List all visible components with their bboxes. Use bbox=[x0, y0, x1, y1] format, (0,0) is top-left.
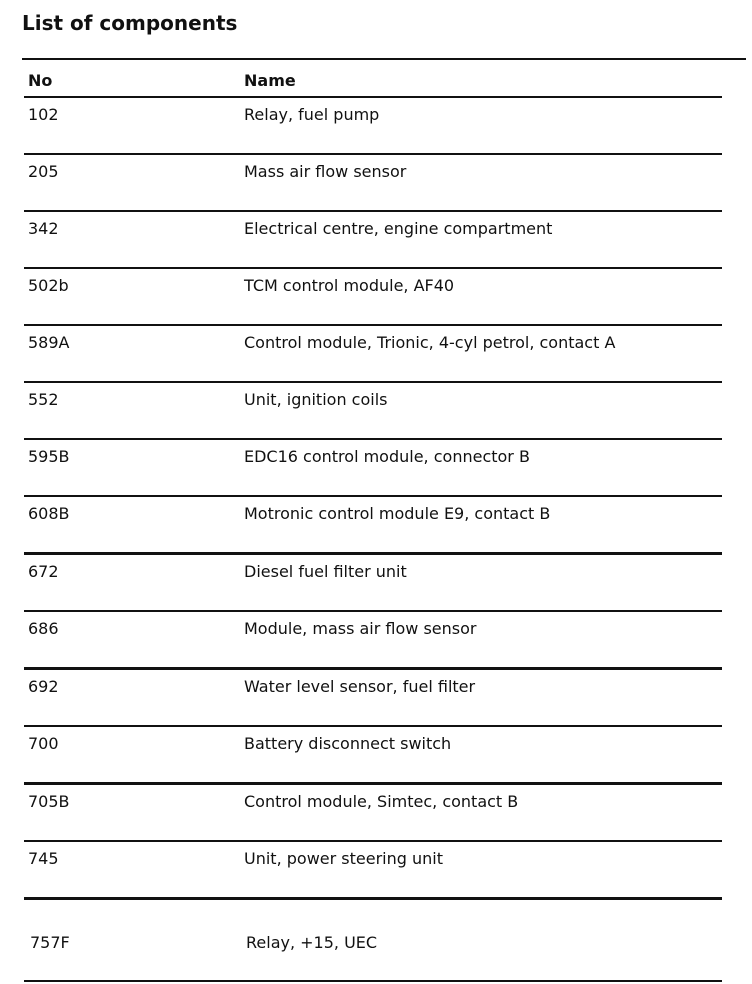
column-header-no: No bbox=[28, 71, 53, 90]
component-name: Water level sensor, fuel filter bbox=[244, 677, 476, 696]
table-row bbox=[24, 727, 722, 785]
table-row bbox=[24, 326, 722, 383]
table-row bbox=[24, 900, 722, 982]
component-no: 705B bbox=[28, 792, 70, 811]
component-name: TCM control module, AF40 bbox=[244, 276, 455, 295]
table-row bbox=[24, 440, 722, 497]
table-row bbox=[24, 269, 722, 326]
component-name: EDC16 control module, connector B bbox=[244, 447, 530, 466]
component-no: 552 bbox=[28, 390, 59, 409]
component-no: 342 bbox=[28, 219, 59, 238]
component-no: 745 bbox=[28, 849, 59, 868]
table-row bbox=[24, 212, 722, 269]
component-name: Unit, power steering unit bbox=[244, 849, 443, 868]
components-table bbox=[24, 60, 722, 982]
component-name: Mass air flow sensor bbox=[244, 162, 407, 181]
component-name: Module, mass air flow sensor bbox=[244, 619, 477, 638]
component-no: 102 bbox=[28, 105, 59, 124]
component-name: Electrical centre, engine compartment bbox=[244, 219, 553, 238]
table-row bbox=[24, 555, 722, 612]
component-name: Diesel fuel filter unit bbox=[244, 562, 407, 581]
component-no: 686 bbox=[28, 619, 59, 638]
table-row bbox=[24, 98, 722, 155]
component-no: 672 bbox=[28, 562, 59, 581]
table-row bbox=[24, 785, 722, 842]
table-row bbox=[24, 670, 722, 727]
component-no: 589A bbox=[28, 333, 70, 352]
component-name: Relay, fuel pump bbox=[244, 105, 380, 124]
column-header-name: Name bbox=[244, 71, 296, 90]
table-row bbox=[24, 842, 722, 900]
component-no: 205 bbox=[28, 162, 59, 181]
component-no: 757F bbox=[30, 933, 70, 952]
component-name: Unit, ignition coils bbox=[244, 390, 388, 409]
component-name: Control module, Simtec, contact B bbox=[244, 792, 519, 811]
component-name: Motronic control module E9, contact B bbox=[244, 504, 551, 523]
table-row bbox=[24, 612, 722, 670]
component-no: 692 bbox=[28, 677, 59, 696]
table-row bbox=[24, 497, 722, 555]
table-row bbox=[24, 155, 722, 212]
component-no: 700 bbox=[28, 734, 59, 753]
component-name: Control module, Trionic, 4-cyl petrol, contact A bbox=[244, 333, 616, 352]
component-name: Battery disconnect switch bbox=[244, 734, 452, 753]
table-header bbox=[24, 60, 722, 98]
component-no: 595B bbox=[28, 447, 70, 466]
component-no: 608B bbox=[28, 504, 70, 523]
page-title: List of components bbox=[22, 11, 238, 35]
table-row bbox=[24, 383, 722, 440]
component-no: 502b bbox=[28, 276, 69, 295]
component-name: Relay, +15, UEC bbox=[246, 933, 378, 952]
